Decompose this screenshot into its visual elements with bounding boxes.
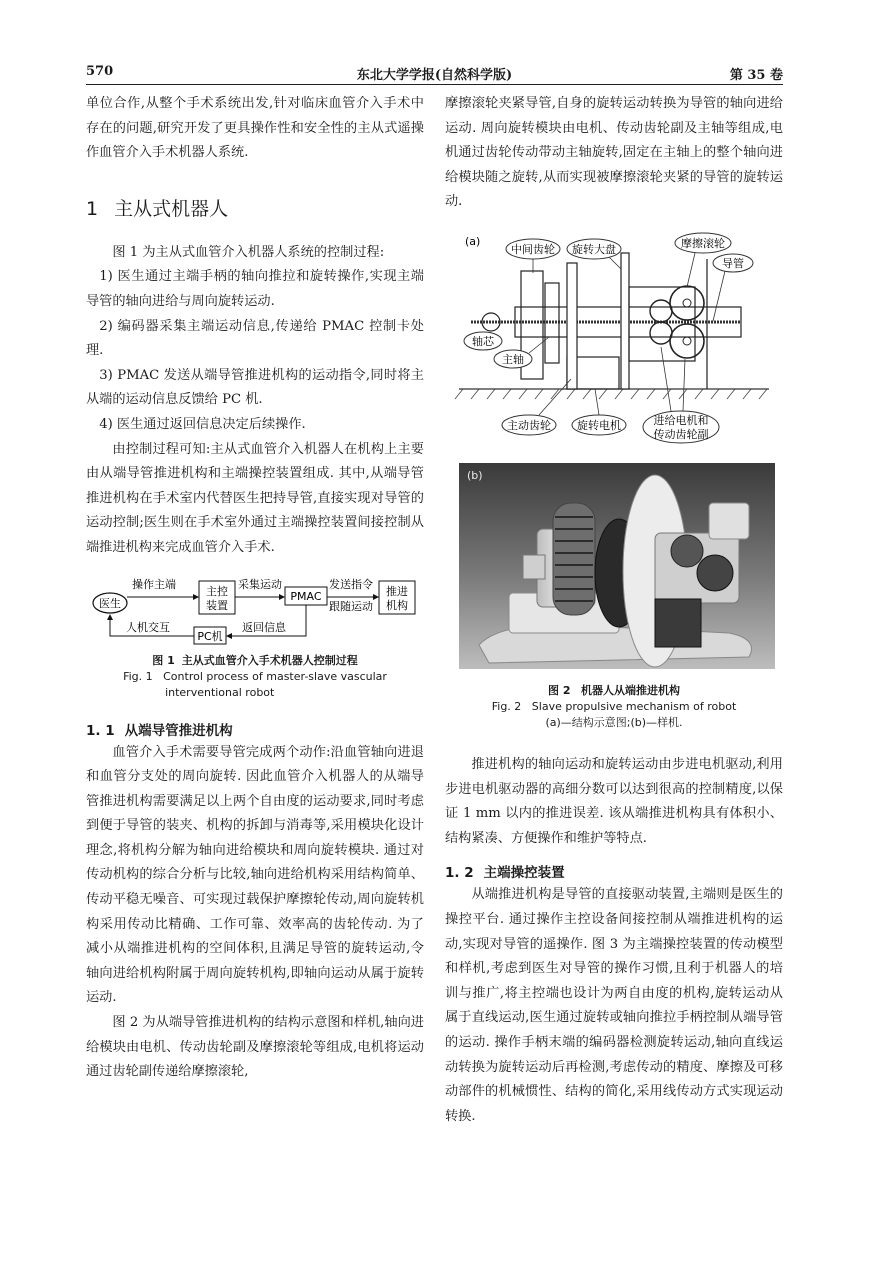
core-label: 轴芯 xyxy=(472,334,494,348)
figure-2-caption xyxy=(445,683,783,731)
fig2-sub-caption: (a)—结构示意图;(b)—样机. xyxy=(545,715,683,729)
figure-1-diagram xyxy=(86,573,424,649)
control-flow-diagram xyxy=(86,573,424,649)
section-title: 主从式机器人 xyxy=(114,197,229,220)
fig2-cn-caption: 机器人从端推进机构 xyxy=(580,683,680,697)
figure-2a-schematic xyxy=(449,229,783,455)
paragraph: 摩擦滚轮夹紧导管,自身的旋转运动转换为导管的轴向进给运动. 周向旋转模块由电机、传动齿轮副及主轴等组成,电机通过齿轮传动带动主轴旋转,固定在主轴上的整个轴向进给模块随之旋转,从而实现被摩擦滚轮夹紧的导管的旋转运动. xyxy=(445,96,783,210)
section-1-heading xyxy=(86,194,424,221)
pmac-label: PMAC xyxy=(290,589,322,603)
rot-disk-label: 旋转大盘 xyxy=(572,242,616,256)
subsection-title: 从端导管推进机构 xyxy=(124,722,233,739)
collect-label: 采集运动 xyxy=(238,577,282,591)
doctor-label: 医生 xyxy=(99,596,121,610)
catheter-label: 导管 xyxy=(722,256,744,270)
spindle-label: 主轴 xyxy=(502,352,524,366)
subsection-number: 1. 2 xyxy=(445,865,474,882)
mechanism-schematic xyxy=(449,229,779,451)
hci-label: 人机交互 xyxy=(126,620,170,634)
mid-gear-label: 中间齿轮 xyxy=(511,242,555,256)
right-column xyxy=(445,92,783,1129)
push-label-2: 机构 xyxy=(386,598,408,612)
fig1-en-label: Fig. 1 xyxy=(123,669,153,683)
drive-gear-label: 主动齿轮 xyxy=(507,418,551,432)
pc-label: PC机 xyxy=(197,629,223,643)
volume-number: 第 35 卷 xyxy=(729,68,783,83)
fig2-en-label: Fig. 2 xyxy=(491,699,522,713)
friction-label: 摩擦滚轮 xyxy=(681,236,725,250)
send-cmd-label: 发送指令 xyxy=(329,577,373,591)
intro-paragraph: 单位合作,从整个手术系统出发,针对临床血管介入手术中存在的问题,研究开发了更具操作性和安全性的主从式遥操作血管介入手术机器人系统. xyxy=(86,96,424,161)
list-item: 4) 医生通过返回信息决定后续操作. xyxy=(99,416,306,432)
fig1-cn-caption: 主从式血管介入手术机器人控制过程 xyxy=(181,653,358,667)
return-info-label: 返回信息 xyxy=(242,620,286,634)
figure-1-caption xyxy=(86,653,424,701)
follow-label: 跟随运动 xyxy=(329,599,373,613)
paragraph: 由控制过程可知:主从式血管介入机器人在机构上主要由从端导管推进机构和主端操控装置组成. 其中,从端导管推进机构在手术室内代替医生把持导管,直接实现对导管的运动控制;医生则在手术室外通过主端操控装置间接控制从端推进机构来完成血管介入手术. xyxy=(86,441,424,555)
fig2-en-caption: Slave propulsive mechanism of robot xyxy=(531,699,737,713)
push-label-1: 推进 xyxy=(386,584,408,598)
journal-name: 东北大学学报(自然科学版) xyxy=(356,68,513,83)
running-header xyxy=(86,60,783,85)
figure-2b-photo xyxy=(459,463,783,673)
subsection-1-2-heading xyxy=(445,861,783,881)
fig1-cn-label: 图 1 xyxy=(152,653,175,667)
subsection-1-1-heading xyxy=(86,719,424,739)
prototype-photo xyxy=(459,463,775,669)
list-item: 3) PMAC 发送从端导管推进机构的运动指令,同时将主从端的运动信息反馈给 PC 机. xyxy=(86,367,424,408)
paragraph: 图 2 为从端导管推进机构的结构示意图和样机,轴向进给模块由电机、传动齿轮副及摩擦滚轮等组成,电机将运动通过齿轮副传递给摩擦滚轮, xyxy=(86,1015,424,1080)
page-number: 570 xyxy=(86,64,114,79)
fig2b-tag: (b) xyxy=(467,468,483,482)
paragraph: 图 1 为主从式血管介入机器人系统的控制过程: xyxy=(112,244,385,260)
paragraph: 血管介入手术需要导管完成两个动作:沿血管轴向进退和血管分支处的周向旋转. 因此血管介入机器人的从端导管推进机构需要满足以上两个自由度的运动要求,同时考虑到便于导管的装夹、机构的拆卸与消毒等,采用模块化设计理念,将机构分解为轴向进给模块和周向旋转模块. 通过对传动机构的综合分析与比较,轴向进给机构采用结构简单、传动平稳无噪音、可实现过载保护摩擦轮传动,周向旋转机构采用传动比精确、工作可靠、效率高的齿轮传动. 为了减小从端推进机构的空间体积,且满足导管的旋转运动,令轴向进给机构附属于周向旋转机构,即轴向运动从属于旋转运动. xyxy=(86,744,424,1006)
feed-label-1: 进给电机和 xyxy=(653,413,709,427)
fig2-cn-label: 图 2 xyxy=(548,683,571,697)
paragraph: 从端推进机构是导管的直接驱动装置,主端则是医生的操控平台. 通过操作主控设备间接控制从端推进机构的运动,实现对导管的遥操作. 图 3 为主端操控装置的传动模型和样机,考虑到医生对导管的操作习惯,且利于机器人的培训与推广,将主控端也设计为两自由度的机构,旋转运动从属于直线运动,医生通过旋转或轴向推拉手柄控制从端导管的运动. 操作手柄末端的编码器检测旋转运动,轴向直线运动转换为旋转运动后再检测,考虑传动的精度、摩擦及可移动部件的机械惯性、结构的简化,采用线传动方式实现运动转换. xyxy=(445,887,783,1124)
fig1-en-caption-1: Control process of master-slave vascular xyxy=(163,669,387,683)
feed-label-2: 传动齿轮副 xyxy=(653,427,709,441)
op-handle-label: 操作主端 xyxy=(132,577,176,591)
paragraph: 推进机构的轴向运动和旋转运动由步进电机驱动,利用步进电机驱动器的高细分数可以达到很高的控制精度,以保证 1 mm 以内的推进误差. 该从端推进机构具有体积小、结构紧凑、方便操作和维护等特点. xyxy=(445,756,783,846)
left-column xyxy=(86,92,424,1085)
list-item: 1) 医生通过主端手柄的轴向推拉和旋转操作,实现主端导管的轴向进给与周向旋转运动. xyxy=(86,269,424,309)
section-number: 1 xyxy=(86,197,99,220)
fig2a-tag: (a) xyxy=(465,234,481,248)
rot-motor-label: 旋转电机 xyxy=(577,418,621,432)
subsection-title: 主端操控装置 xyxy=(483,865,565,882)
master-label-2: 装置 xyxy=(206,598,228,612)
master-label-1: 主控 xyxy=(206,584,228,598)
subsection-number: 1. 1 xyxy=(86,722,115,739)
fig1-en-caption-2: interventional robot xyxy=(165,685,275,699)
list-item: 2) 编码器采集主端运动信息,传递给 PMAC 控制卡处理. xyxy=(86,318,424,359)
